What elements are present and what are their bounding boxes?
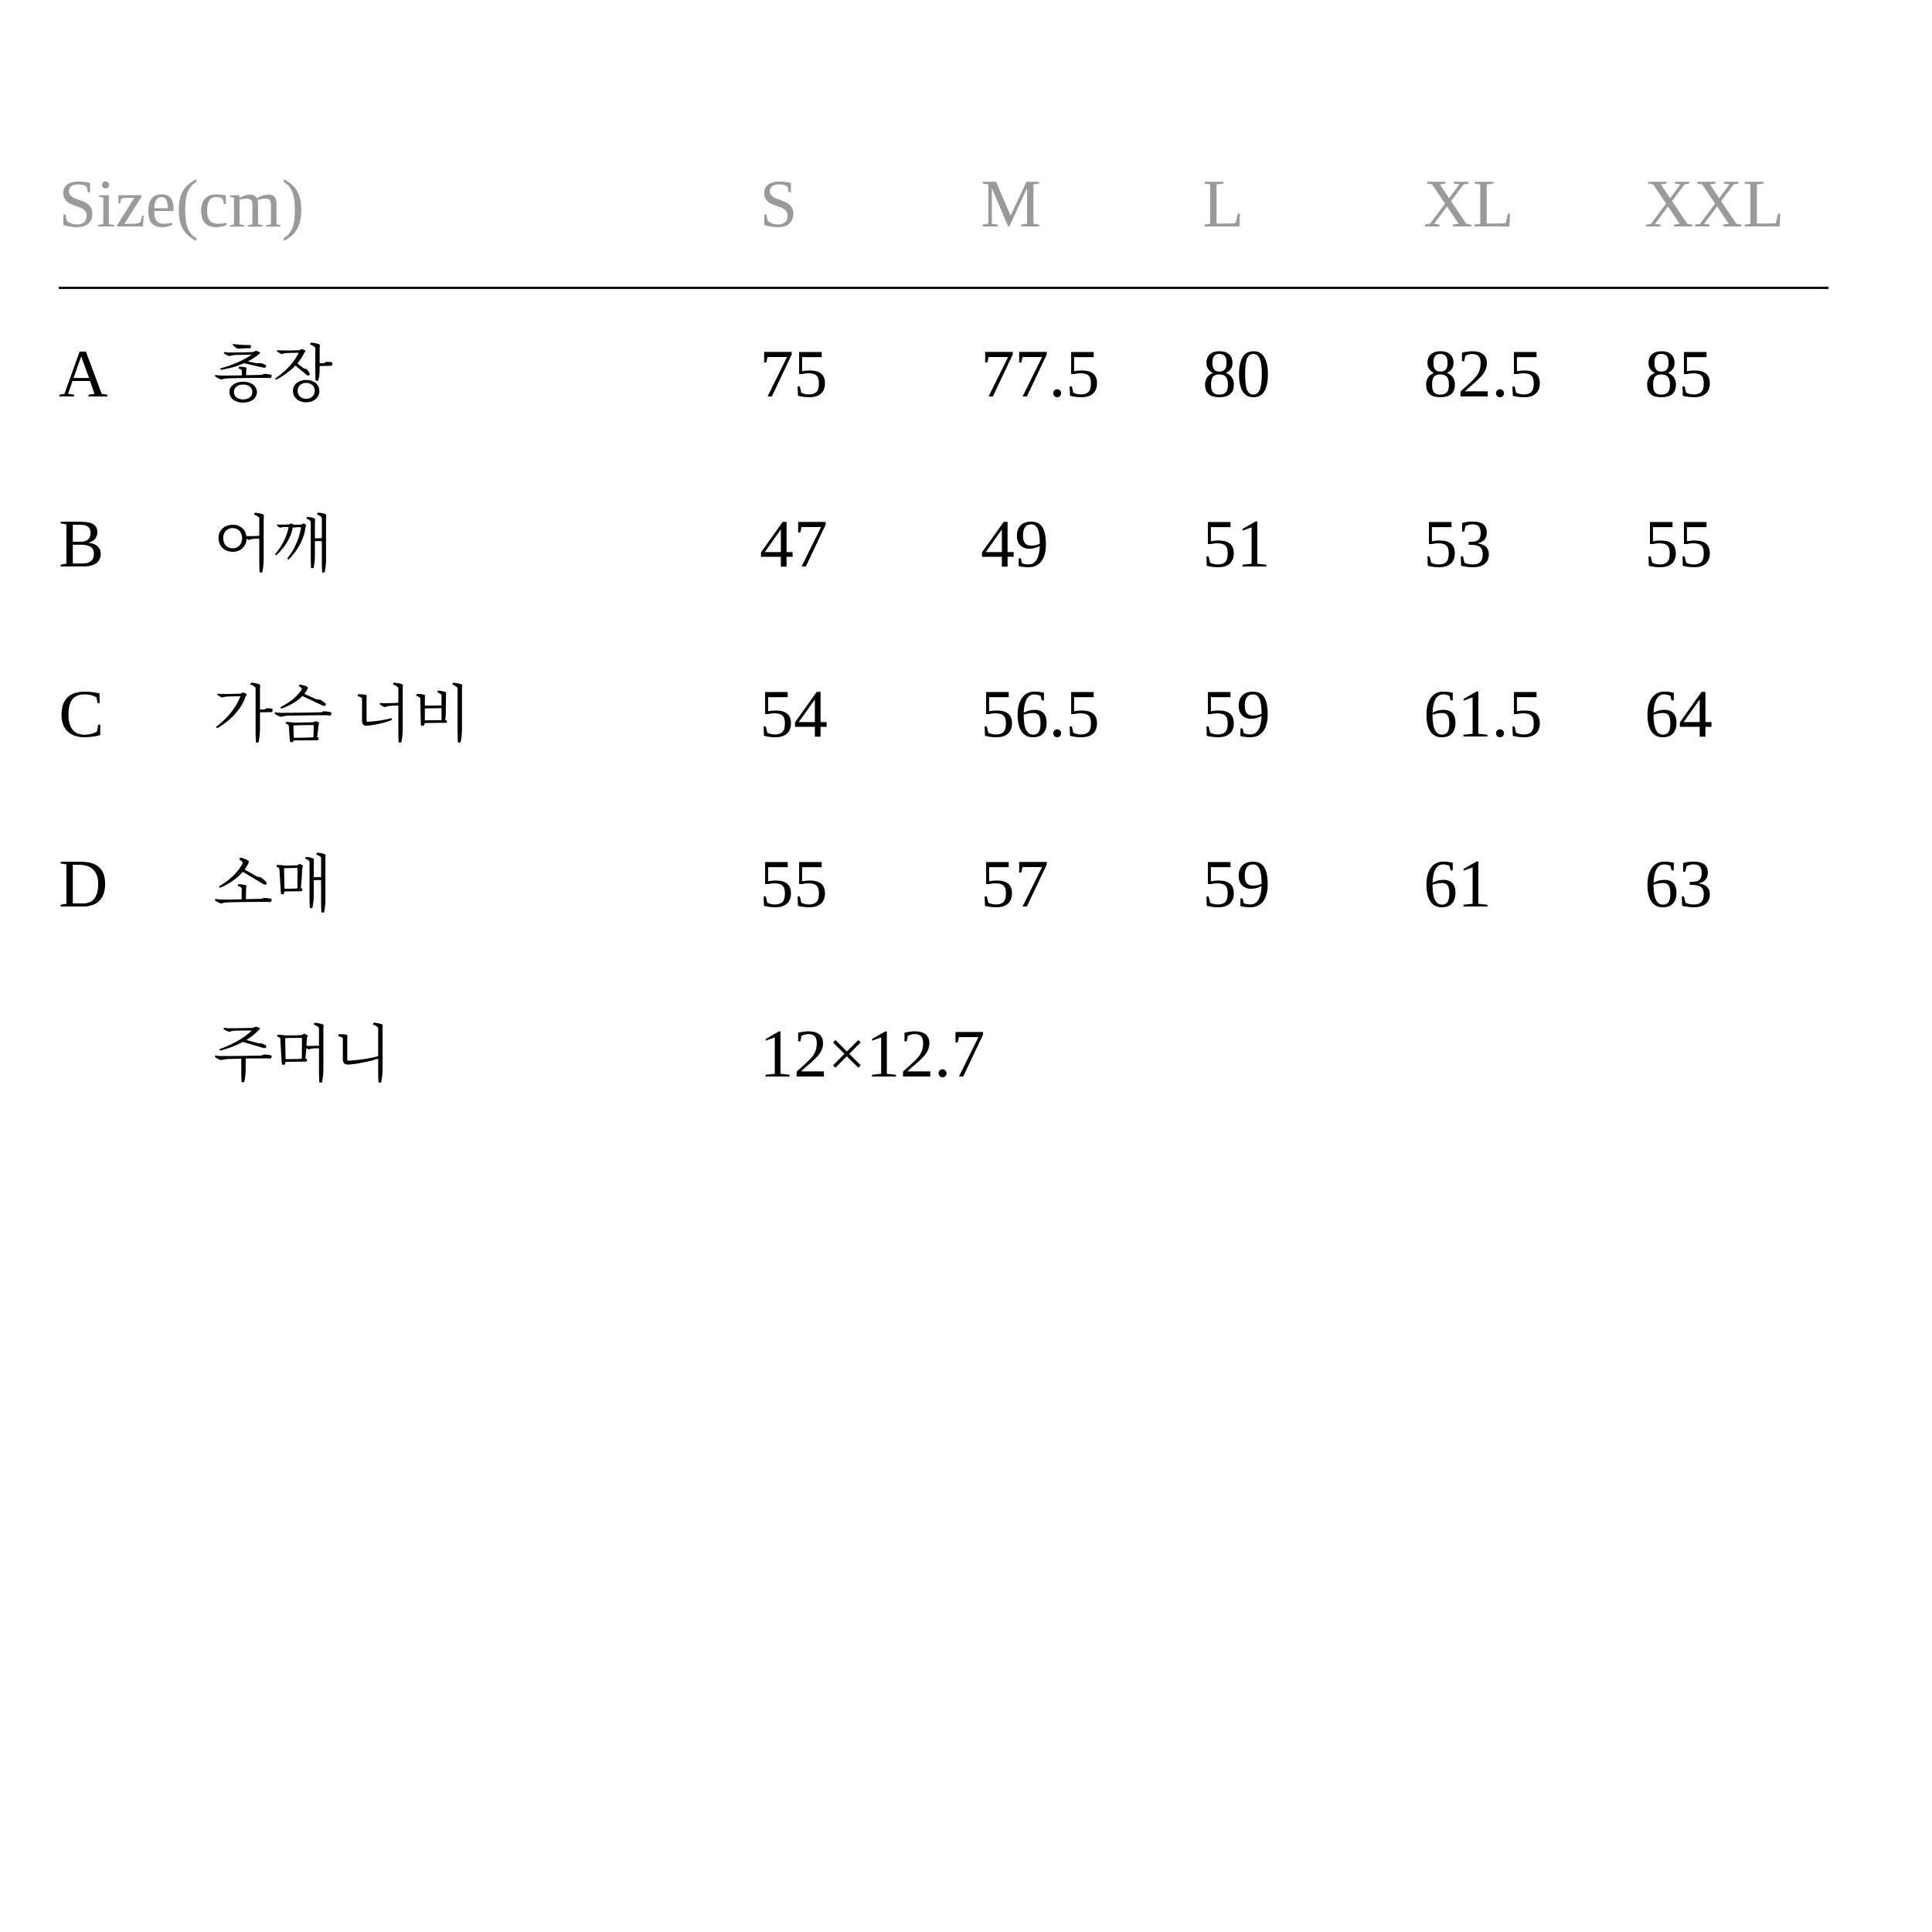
row-measure-name: 가슴 너비 [213, 679, 472, 750]
value-xl: 61.5 [1423, 677, 1543, 752]
value-l: 80 [1202, 337, 1270, 412]
row-measure-name: 소매 [213, 849, 333, 920]
table-row [59, 835, 1828, 1005]
value-s: 12×12.7 [760, 1017, 985, 1092]
header-size-xl: XL [1423, 167, 1515, 242]
value-l: 59 [1202, 677, 1270, 752]
header-size-xxl: XXL [1645, 167, 1784, 242]
size-table [59, 155, 1828, 1092]
value-s: 75 [760, 337, 828, 412]
value-xxl: 55 [1645, 507, 1713, 582]
row-code: B [59, 507, 104, 582]
value-xl: 53 [1423, 507, 1492, 582]
value-xxl: 64 [1645, 677, 1713, 752]
row-measure-name: 주머니 [213, 1019, 393, 1090]
header-divider [59, 287, 1828, 289]
value-m: 77.5 [981, 337, 1100, 412]
row-measure-name: 어깨 [213, 509, 333, 580]
table-row [59, 495, 1828, 665]
row-code: C [59, 677, 104, 752]
value-xl: 82.5 [1423, 337, 1543, 412]
value-xxl: 63 [1645, 847, 1713, 922]
value-m: 57 [981, 847, 1049, 922]
header-size-m: M [981, 167, 1042, 242]
header-size-l: L [1202, 167, 1244, 242]
table-row [59, 325, 1828, 495]
row-code: A [59, 337, 108, 412]
header-size-s: S [760, 167, 798, 242]
value-m: 56.5 [981, 677, 1100, 752]
table-row [59, 1005, 1828, 1175]
row-measure-name: 총장 [213, 338, 333, 410]
value-xl: 61 [1423, 847, 1492, 922]
table-row [59, 665, 1828, 835]
table-header [59, 155, 1828, 255]
value-xxl: 85 [1645, 337, 1713, 412]
value-m: 49 [981, 507, 1049, 582]
value-l: 51 [1202, 507, 1270, 582]
header-title: Size(cm) [59, 167, 304, 242]
value-l: 59 [1202, 847, 1270, 922]
table-body [59, 325, 1828, 1175]
row-code: D [59, 847, 108, 922]
value-s: 54 [760, 677, 828, 752]
value-s: 55 [760, 847, 828, 922]
value-s: 47 [760, 507, 828, 582]
